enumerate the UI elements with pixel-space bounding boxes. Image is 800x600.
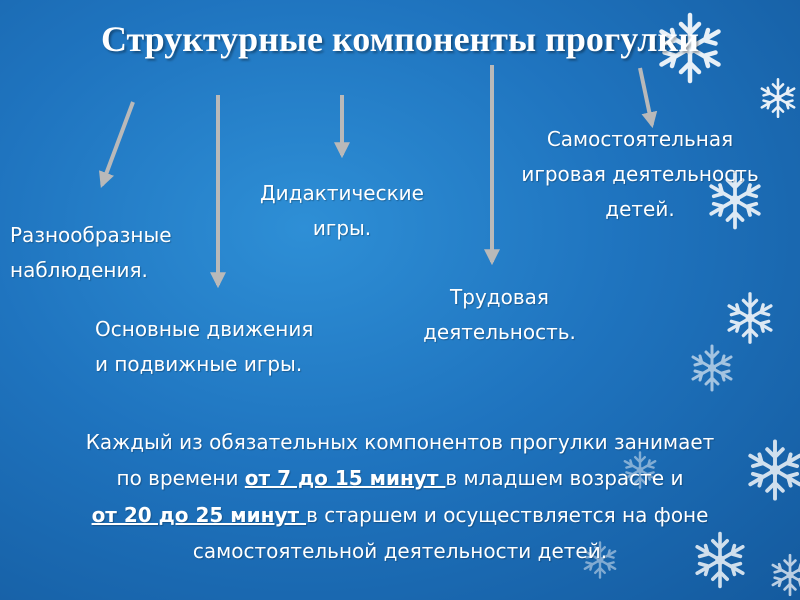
slide-title: Структурные компоненты прогулки <box>101 19 699 59</box>
summary-emph-senior: от 20 до 25 минут <box>91 502 307 527</box>
node-observations-line2: наблюдения. <box>10 258 148 282</box>
node-movements-line2: и подвижные игры. <box>95 352 303 376</box>
summary-line3-post: в старшем и осуществляется на фоне <box>306 502 709 527</box>
node-independent <box>498 122 782 227</box>
arrow-to-observations <box>102 102 133 185</box>
node-didactic-line2: игры. <box>312 216 372 240</box>
node-labor-line1: Трудовая <box>450 285 549 309</box>
summary-emph-junior: от 7 до 15 минут <box>244 466 446 491</box>
node-observations-line1: Разнообразные <box>10 223 172 247</box>
arrow-to-independent <box>640 68 652 125</box>
node-labor-line2: деятельность. <box>423 320 576 344</box>
node-labor <box>392 280 607 350</box>
node-didactic-line1: Дидактические <box>260 181 424 205</box>
summary-line2 <box>0 460 800 496</box>
summary-line4: самостоятельной деятельности детей. <box>192 539 608 564</box>
summary-line2-post: в младшем возрасте и <box>445 466 684 491</box>
node-independent-line2: игровая деятельность <box>521 162 759 186</box>
node-independent-line3: детей. <box>605 197 675 221</box>
summary-line2-pre: по времени <box>116 466 245 491</box>
summary-line1: Каждый из обязательных компонентов прогулки занимает <box>85 430 715 454</box>
summary-text <box>0 424 800 570</box>
summary-line3 <box>0 497 800 533</box>
node-didactic <box>228 176 456 246</box>
node-movements <box>95 312 313 382</box>
node-movements-line1: Основные движения <box>95 317 314 341</box>
node-independent-line1: Самостоятельная <box>546 127 734 151</box>
node-observations <box>10 218 172 288</box>
